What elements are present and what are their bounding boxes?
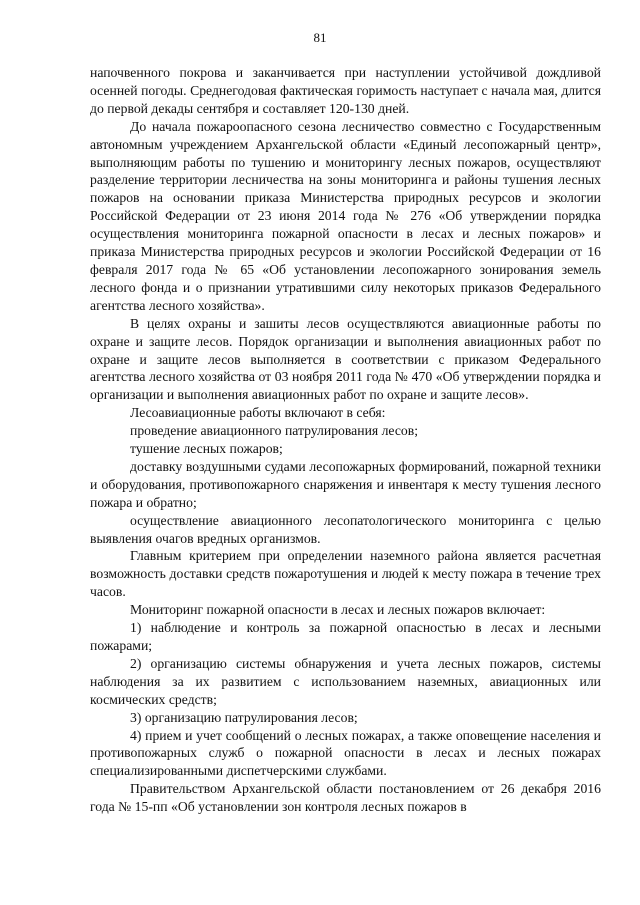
paragraph: 4) прием и учет сообщений о лесных пожарах, а также оповещение населения и противопожарных служб о пожарной опасности в лесах и лесных пожарах специализированными диспетчерскими службами. bbox=[90, 727, 601, 779]
paragraph: До начала пожароопасного сезона лесничество совместно с Государственным автономным учреждением Архангельской области «Единый лесопожарный центр», выполняющим работы по тушению и мониторингу лесных пожаров, осуществляют разделение территории лесничества на зоны мониторинга и районы тушения лесных пожаров на основании приказа Министерства природных ресурсов и экологии Российской Федерации от 23 июня 2014 года № 276 «Об утверждении порядка осуществления мониторинга пожарной опасности в лесах и лесных пожаров» и приказа Министерства природных ресурсов и экологии Российской Федерации от 16 февраля 2017 года № 65 «Об установлении лесопожарного зонирования земель лесного фонда и о признании утратившими силу некоторых приказов Федерального агентства лесного хозяйства». bbox=[90, 118, 601, 313]
paragraph: Лесоавиационные работы включают в себя: bbox=[130, 405, 386, 421]
paragraph: Главным критерием при определении наземного района является расчетная возможность доставки средств пожаротушения и людей к месту пожара в течение трех часов. bbox=[90, 548, 601, 600]
document-body bbox=[90, 64, 601, 816]
paragraph: напочвенного покрова и заканчивается при наступлении устойчивой дождливой осенней погоды. Среднегодовая фактическая горимость наступает с начала мая, длится до первой декады сентября и составляет 120-130 дней. bbox=[90, 65, 601, 116]
paragraph: осуществление авиационного лесопатологического мониторинга с целью выявления очагов вредных организмов. bbox=[90, 512, 601, 546]
paragraph: 2) организацию системы обнаружения и учета лесных пожаров, системы наблюдения за их развитием с использованием наземных, авиационных или космических средств; bbox=[90, 655, 601, 707]
paragraph: 3) организацию патрулирования лесов; bbox=[130, 709, 358, 725]
page-number: 81 bbox=[313, 30, 327, 45]
paragraph: доставку воздушными судами лесопожарных формирований, пожарной техники и оборудования, противопожарного снаряжения и инвентаря к месту тушения лесного пожара и обратно; bbox=[90, 458, 601, 510]
paragraph: тушение лесных пожаров; bbox=[130, 441, 283, 457]
paragraph: В целях охраны и зашиты лесов осуществляются авиационные работы по охране и защите лесов. Порядок организации и выполнения авиационных работ по охране и защите лесов выполняется в соответствии с приказом Федерального агентства лесного хозяйства от 03 ноября 2011 года № 470 «Об утверждении порядка и организации и выполнения авиационных работ по охране и защите лесов». bbox=[90, 315, 601, 403]
paragraph: Правительством Архангельской области постановлением от 26 декабря 2016 года № 15-пп «Об установлении зон контроля лесных пожаров в bbox=[90, 781, 601, 815]
paragraph: Мониторинг пожарной опасности в лесах и лесных пожаров включает: bbox=[130, 602, 546, 618]
paragraph: 1) наблюдение и контроль за пожарной опасностью в лесах и лесными пожарами; bbox=[90, 620, 601, 653]
paragraph: проведение авиационного патрулирования лесов; bbox=[130, 423, 419, 439]
